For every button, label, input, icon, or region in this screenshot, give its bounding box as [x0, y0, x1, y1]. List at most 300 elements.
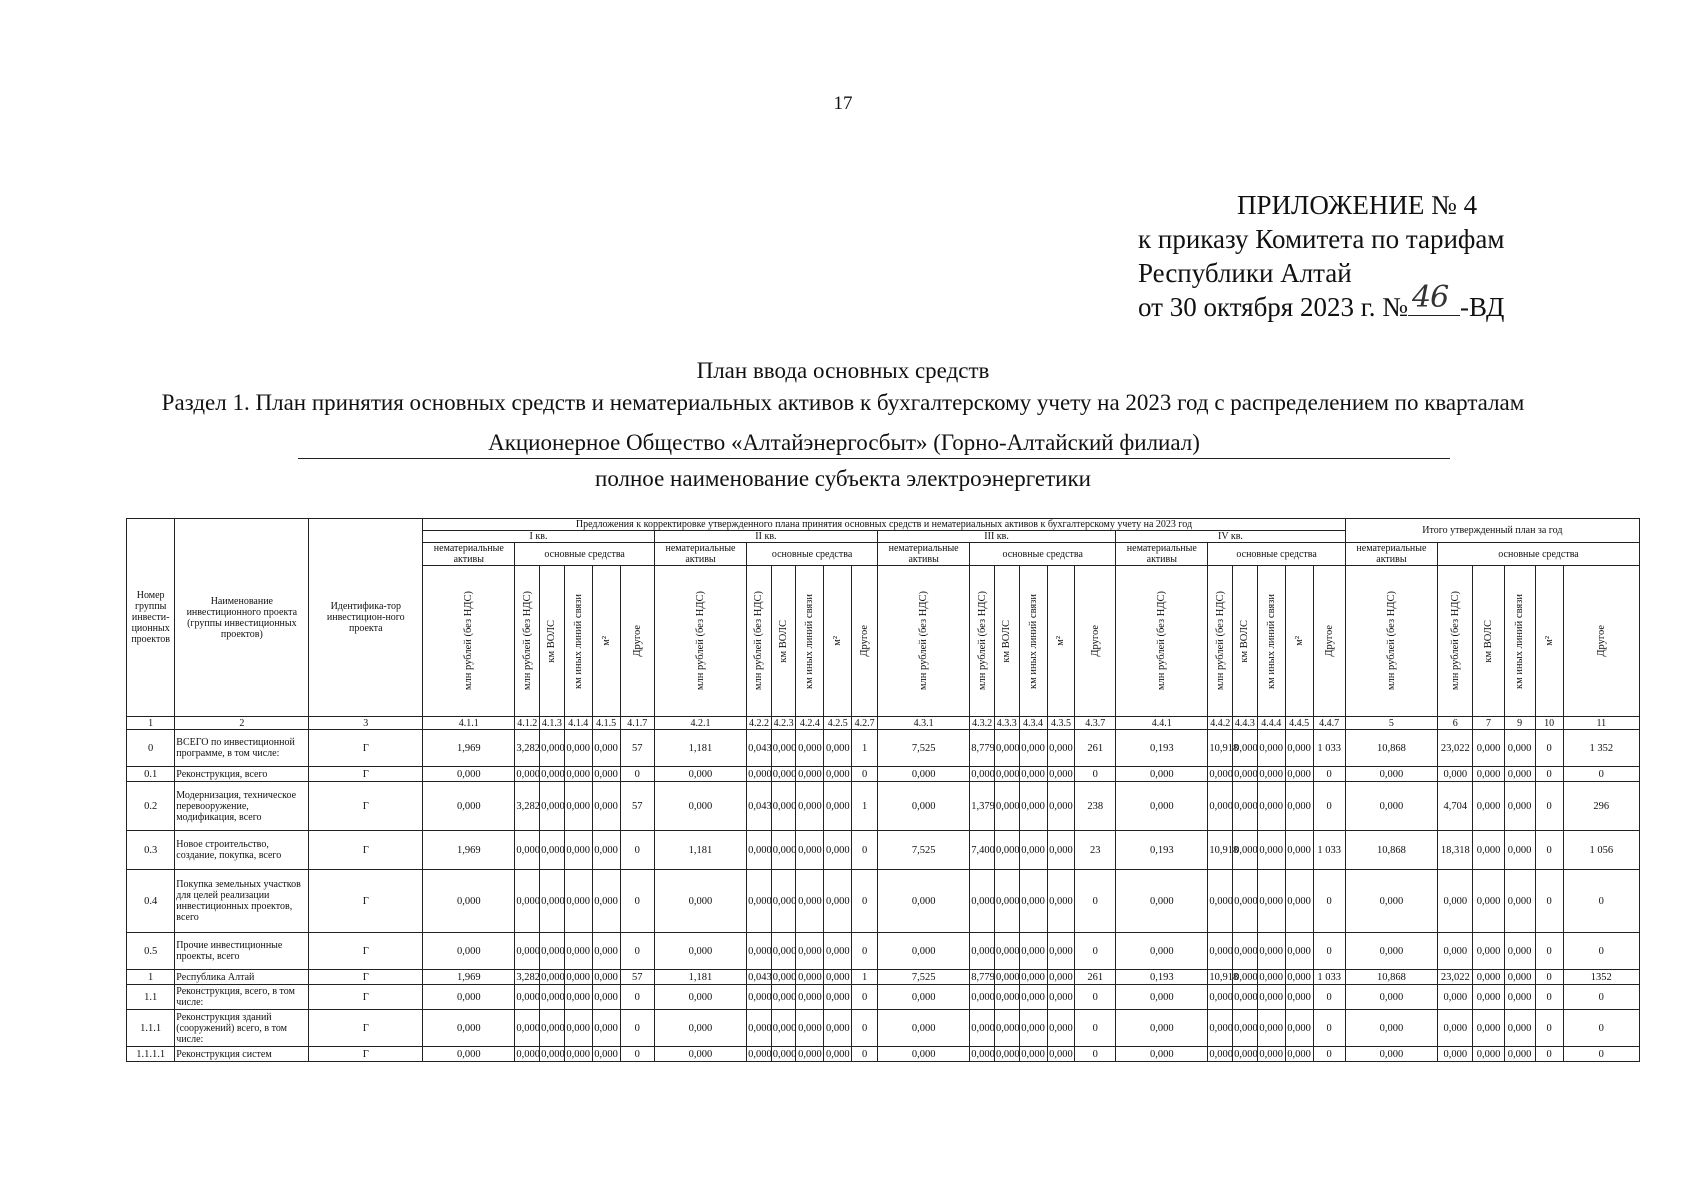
row-value: 23,022	[1438, 730, 1473, 767]
row-value: 0,000	[564, 831, 592, 870]
row-value: 0,000	[824, 767, 852, 782]
row-value: 0	[1313, 870, 1345, 933]
row-value: 0,000	[564, 933, 592, 970]
row-project-name: Республика Алтай	[175, 970, 309, 985]
row-value: 0,000	[1438, 767, 1473, 782]
row-value: 0,000	[1473, 870, 1504, 933]
row-value: 0	[1535, 1047, 1563, 1062]
row-value: 0,000	[1473, 831, 1504, 870]
row-value: 0,000	[771, 782, 796, 831]
row-value: 0	[1313, 1047, 1345, 1062]
row-value: 0,000	[1257, 831, 1285, 870]
header-unit: км иных линий связи	[796, 566, 824, 717]
row-value: 0,000	[824, 985, 852, 1010]
row-value: 0,000	[747, 933, 772, 970]
row-value: 0,000	[423, 767, 515, 782]
row-value: 0,000	[592, 933, 620, 970]
table-row	[127, 767, 1640, 782]
column-number: 4.2.1	[654, 717, 746, 730]
row-value: 0,000	[564, 730, 592, 767]
row-value: 0,000	[1345, 1047, 1437, 1062]
column-number: 4.2.3	[771, 717, 796, 730]
row-value: 0,000	[1233, 870, 1258, 933]
row-value: 0,000	[771, 1010, 796, 1047]
row-value: 0,000	[1345, 870, 1437, 933]
header-fixed-assets: основные средства	[970, 543, 1116, 566]
row-value: 1,181	[654, 730, 746, 767]
row-value: 0	[1535, 1010, 1563, 1047]
row-value: 0,000	[971, 1048, 995, 1060]
row-value: 0,000	[1116, 782, 1208, 831]
row-value: 0,000	[1345, 933, 1437, 970]
row-value: 1 033	[1313, 970, 1345, 985]
column-number: 4.1.5	[592, 717, 620, 730]
header-unit: м²	[1047, 566, 1075, 717]
row-value: 0,000	[1504, 1010, 1535, 1047]
row-value: 3,282	[516, 971, 541, 983]
header-unit: м²	[824, 566, 852, 717]
table-row	[127, 1010, 1640, 1047]
row-value: 0,000	[1047, 1010, 1075, 1047]
row-value: 0,000	[1116, 767, 1208, 782]
row-value: 0,000	[516, 1048, 541, 1060]
header-unit: млн рублей (без НДС)	[654, 566, 746, 717]
row-value: 0,000	[970, 1010, 995, 1047]
row-value: 3,282	[515, 782, 540, 831]
row-value: 0,000	[1257, 782, 1285, 831]
row-value: 0,000	[748, 768, 772, 780]
row-value: 0,000	[1019, 1047, 1047, 1062]
row-value: 0,000	[1438, 870, 1473, 933]
row-value: 0,000	[1234, 1048, 1258, 1060]
row-value: 0,000	[796, 782, 824, 831]
row-value: 0,000	[654, 782, 746, 831]
row-value: 0,000	[1019, 933, 1047, 970]
row-number: 1.1.1.1	[127, 1047, 175, 1062]
row-value: 0	[1075, 767, 1116, 782]
row-value: 0,000	[1504, 970, 1535, 985]
row-value: 0,000	[994, 831, 1019, 870]
row-value: 0,000	[1438, 985, 1473, 1010]
appendix-line-3	[1138, 280, 1578, 324]
row-value: 0,000	[1019, 870, 1047, 933]
row-value: 0,000	[878, 782, 970, 831]
table-row	[127, 730, 1640, 767]
table-row	[127, 970, 1640, 985]
row-value: 0,000	[1504, 782, 1535, 831]
row-value: 0,000	[796, 831, 824, 870]
header-unit: км иных линий связи	[1257, 566, 1285, 717]
table-row	[127, 985, 1640, 1010]
row-project-name: Новое строительство, создание, покупка, всего	[175, 831, 309, 870]
header-unit: км иных линий связи	[1019, 566, 1047, 717]
row-value: 0,000	[1257, 1047, 1285, 1062]
header-fixed-assets: основные средства	[515, 543, 654, 566]
row-value: 0,000	[1208, 870, 1233, 933]
row-value: 0,000	[423, 1047, 515, 1062]
row-value: 0,000	[592, 970, 620, 985]
column-number: 4.4.2	[1208, 717, 1233, 730]
row-value: 0,043	[748, 971, 772, 983]
row-value: 0,000	[1438, 1010, 1473, 1047]
column-number: 4.2.4	[796, 717, 824, 730]
row-value: 0,000	[564, 767, 592, 782]
row-value: 0,000	[995, 971, 1020, 983]
row-value: 0,000	[1047, 870, 1075, 933]
row-value: 0,000	[1233, 782, 1258, 831]
row-value: 0,000	[824, 730, 852, 767]
row-value: 0,193	[1116, 970, 1208, 985]
row-project-name: Модернизация, техническое перевооружение, модификация, всего	[175, 782, 309, 831]
column-number: 6	[1438, 717, 1473, 730]
row-value: 1 033	[1313, 730, 1345, 767]
table-row	[127, 933, 1640, 970]
row-value: 0	[1535, 933, 1563, 970]
column-number: 4.3.1	[878, 717, 970, 730]
row-value: 0	[1075, 985, 1116, 1010]
row-value: 18,318	[1438, 831, 1473, 870]
row-value: 0,000	[1047, 970, 1075, 985]
row-value: 10,868	[1345, 730, 1437, 767]
row-value: 0,000	[1345, 767, 1437, 782]
row-value: 0,000	[747, 985, 772, 1010]
row-value: 0,000	[748, 1048, 772, 1060]
header-unit: млн рублей (без НДС)	[878, 566, 970, 717]
row-value: 0,000	[824, 831, 852, 870]
row-value: 0,000	[540, 782, 565, 831]
row-number: 0	[127, 730, 175, 767]
row-identifier: Г	[309, 730, 423, 767]
row-value: 0,000	[1208, 782, 1233, 831]
row-value: 0,000	[970, 985, 995, 1010]
row-value: 0,000	[1116, 1047, 1208, 1062]
row-value: 0,000	[824, 1047, 852, 1062]
row-value: 0,000	[1257, 1010, 1285, 1047]
row-project-name: ВСЕГО по инвестиционной программе, в том числе:	[175, 730, 309, 767]
row-value: 0,000	[1285, 870, 1313, 933]
row-value: 1	[852, 730, 878, 767]
row-value: 10,868	[1345, 970, 1437, 985]
row-value: 0	[1535, 831, 1563, 870]
row-value: 0,000	[1019, 1010, 1047, 1047]
row-value: 0,000	[1504, 933, 1535, 970]
row-value: 1,379	[970, 782, 995, 831]
row-value: 0,000	[1257, 985, 1285, 1010]
row-value: 0,000	[1257, 933, 1285, 970]
row-value: 296	[1563, 782, 1639, 831]
row-value: 0,000	[994, 782, 1019, 831]
row-value: 0	[1535, 782, 1563, 831]
row-value: 0,000	[592, 730, 620, 767]
row-value: 57	[620, 730, 654, 767]
table-row	[127, 782, 1640, 831]
row-value: 0,000	[1345, 1010, 1437, 1047]
row-value: 0,000	[1047, 767, 1075, 782]
row-value: 0,000	[654, 1047, 746, 1062]
column-number: 4.3.4	[1019, 717, 1047, 730]
header-intangible-assets: нематериальные активы	[1116, 543, 1208, 566]
row-value: 0,000	[592, 985, 620, 1010]
column-number: 3	[309, 717, 423, 730]
header-intangible-assets: нематериальные активы	[654, 543, 746, 566]
row-value: 10,868	[1345, 831, 1437, 870]
header-unit: м²	[1285, 566, 1313, 717]
column-number: 4.3.7	[1075, 717, 1116, 730]
page-number: 17	[833, 93, 853, 114]
row-value: 0,000	[592, 782, 620, 831]
row-value: 0,000	[654, 767, 746, 782]
row-value: 0,043	[747, 730, 772, 767]
row-value: 0,000	[564, 782, 592, 831]
row-value: 0,000	[1285, 1047, 1313, 1062]
row-value: 1	[852, 782, 878, 831]
header-unit: Другое	[620, 566, 654, 717]
row-value: 0,000	[1234, 768, 1258, 780]
column-number: 1	[127, 717, 175, 730]
header-project-name: Наименование инвестиционного проекта (группы инвестиционных проектов)	[175, 519, 309, 717]
row-value: 0,000	[1473, 985, 1504, 1010]
row-value: 0	[1075, 870, 1116, 933]
row-value: 10,918	[1208, 730, 1233, 767]
header-unit: м²	[592, 566, 620, 717]
row-value: 0,000	[747, 1010, 772, 1047]
row-value: 0,000	[1504, 870, 1535, 933]
header-fixed-assets: основные средства	[747, 543, 878, 566]
row-value: 0,000	[423, 985, 515, 1010]
row-value: 0	[1563, 1010, 1639, 1047]
header-quarter-2: II кв.	[654, 531, 877, 543]
row-value: 0,000	[796, 1047, 824, 1062]
row-value: 10,918	[1209, 971, 1239, 983]
row-value: 0,000	[994, 933, 1019, 970]
row-value: 0,000	[1019, 730, 1047, 767]
row-value: 57	[620, 782, 654, 831]
header-unit: км ВОЛС	[1233, 566, 1258, 717]
column-number: 4.1.3	[540, 717, 565, 730]
row-value: 0,000	[1438, 933, 1473, 970]
row-value: 0,000	[1047, 831, 1075, 870]
row-value: 0,000	[1208, 1010, 1233, 1047]
row-value: 57	[620, 970, 654, 985]
row-value: 0	[620, 870, 654, 933]
column-number: 4.3.5	[1047, 717, 1075, 730]
row-value: 0,000	[1257, 730, 1285, 767]
row-value: 0	[1075, 1047, 1116, 1062]
appendix-title: ПРИЛОЖЕНИЕ № 4	[1237, 190, 1478, 220]
header-group-number: Номер группы инвести-ционных проектов	[127, 519, 175, 717]
column-number: 4.3.2	[970, 717, 995, 730]
row-value: 0,000	[796, 985, 824, 1010]
row-value: 1,969	[423, 970, 515, 985]
row-value: 0	[852, 831, 878, 870]
row-value: 23	[1075, 831, 1116, 870]
row-identifier: Г	[309, 782, 423, 831]
appendix-date: от 30 октября 2023 г. №	[1138, 292, 1409, 322]
row-value: 0,000	[1504, 767, 1535, 782]
row-value: 0,000	[994, 730, 1019, 767]
column-number: 4.2.5	[824, 717, 852, 730]
row-value: 0,000	[1233, 933, 1258, 970]
row-value: 8,779	[970, 730, 995, 767]
row-project-name: Реконструкция систем	[175, 1047, 309, 1062]
row-value: 0,000	[564, 970, 592, 985]
row-value: 0,000	[1234, 971, 1258, 983]
row-value: 0,000	[540, 985, 565, 1010]
row-identifier: Г	[309, 933, 423, 970]
organization-caption: полное наименование субъекта электроэнергетики	[595, 466, 1091, 491]
header-unit: млн рублей (без НДС)	[1438, 566, 1473, 717]
header-unit: млн рублей (без НДС)	[1116, 566, 1208, 717]
row-value: 0,000	[878, 767, 970, 782]
row-value: 0,000	[541, 971, 565, 983]
row-value: 0,000	[796, 970, 824, 985]
row-value: 0,000	[1257, 767, 1285, 782]
row-value: 0,000	[1285, 933, 1313, 970]
row-value: 0,000	[1473, 782, 1504, 831]
header-proposals: Предложения к корректировке утвержденного плана принятия основных средств и нематериальных активов к бухгалтерскому учету на 2023 год	[423, 519, 1346, 531]
row-value: 0,000	[423, 782, 515, 831]
row-value: 0,000	[1504, 985, 1535, 1010]
row-value: 1 352	[1563, 730, 1639, 767]
row-value: 0,000	[540, 933, 565, 970]
row-value: 0,000	[747, 870, 772, 933]
header-quarter-1: I кв.	[423, 531, 655, 543]
row-value: 0,000	[592, 1047, 620, 1062]
organization-line	[298, 428, 1450, 459]
row-value: 0,000	[540, 831, 565, 870]
row-value: 0,000	[994, 985, 1019, 1010]
handwritten-order-number: 46	[1408, 291, 1460, 316]
row-value: 0	[1535, 970, 1563, 985]
row-value: 0,043	[747, 782, 772, 831]
row-value: 0,000	[564, 870, 592, 933]
row-value: 0,000	[771, 870, 796, 933]
row-value: 0,000	[540, 1010, 565, 1047]
row-value: 0,000	[995, 768, 1020, 780]
row-value: 0,000	[1233, 831, 1258, 870]
column-number: 9	[1504, 717, 1535, 730]
appendix-suffix: -ВД	[1460, 292, 1505, 322]
row-value: 0,000	[994, 1010, 1019, 1047]
appendix-line-2: Республики Алтай	[1138, 258, 1352, 288]
row-value: 7,525	[878, 831, 970, 870]
row-value: 0,000	[1285, 730, 1313, 767]
row-value: 0,000	[1233, 985, 1258, 1010]
row-number: 1.1	[127, 985, 175, 1010]
row-value: 261	[1075, 970, 1116, 985]
header-unit: км ВОЛС	[540, 566, 565, 717]
row-value: 1 033	[1313, 831, 1345, 870]
row-identifier: Г	[309, 985, 423, 1010]
row-value: 0	[620, 985, 654, 1010]
row-value: 10,918	[1208, 831, 1233, 870]
appendix-line-1: к приказу Комитета по тарифам	[1138, 224, 1505, 254]
row-number: 0.3	[127, 831, 175, 870]
column-number: 4.1.7	[620, 717, 654, 730]
row-value: 0,000	[771, 730, 796, 767]
row-value: 0	[1563, 767, 1639, 782]
row-value: 0,000	[994, 870, 1019, 933]
row-value: 0,000	[654, 933, 746, 970]
row-value: 0,000	[878, 1047, 970, 1062]
row-value: 0,000	[515, 933, 540, 970]
row-identifier: Г	[309, 1047, 423, 1062]
row-value: 0,000	[1209, 768, 1234, 780]
row-value: 0,000	[1209, 1048, 1234, 1060]
row-value: 0,000	[1019, 767, 1047, 782]
header-unit: млн рублей (без НДС)	[970, 566, 995, 717]
row-value: 0,000	[654, 1010, 746, 1047]
row-value: 0,000	[540, 730, 565, 767]
row-identifier: Г	[309, 831, 423, 870]
row-value: 0,000	[824, 933, 852, 970]
row-value: 1,969	[423, 730, 515, 767]
header-unit: км ВОЛС	[1473, 566, 1504, 717]
row-value: 0,193	[1116, 730, 1208, 767]
header-unit: млн рублей (без НДС)	[515, 566, 540, 717]
row-value: 7,525	[878, 730, 970, 767]
header-unit: км иных линий связи	[564, 566, 592, 717]
header-intangible-assets: нематериальные активы	[1345, 543, 1437, 566]
row-value: 0,000	[970, 933, 995, 970]
row-value: 23,022	[1438, 970, 1473, 985]
row-value: 0,000	[1285, 970, 1313, 985]
row-value: 0	[852, 1010, 878, 1047]
row-value: 0,193	[1116, 831, 1208, 870]
header-fixed-assets: основные средства	[1438, 543, 1640, 566]
row-value: 0,000	[1116, 870, 1208, 933]
column-number: 4.4.1	[1116, 717, 1208, 730]
row-value: 0	[1313, 1010, 1345, 1047]
row-value: 0,000	[771, 985, 796, 1010]
row-value: 0,000	[995, 1048, 1020, 1060]
row-value: 0,000	[1116, 985, 1208, 1010]
row-value: 0	[852, 933, 878, 970]
row-value: 0,000	[824, 1010, 852, 1047]
row-value: 0,000	[772, 1048, 797, 1060]
header-unit: млн рублей (без НДС)	[1345, 566, 1437, 717]
row-value: 0	[1563, 1047, 1639, 1062]
row-value: 0,000	[1208, 933, 1233, 970]
row-value: 0	[1535, 730, 1563, 767]
row-value: 0,000	[771, 933, 796, 970]
column-number: 4.3.3	[994, 717, 1019, 730]
row-value: 0,000	[1233, 1010, 1258, 1047]
column-numbers-row	[127, 717, 1640, 730]
row-value: 0	[1563, 985, 1639, 1010]
row-value: 0,000	[1473, 1047, 1504, 1062]
row-value: 0,000	[592, 870, 620, 933]
row-value: 0,000	[1438, 1047, 1473, 1062]
header-quarter-4: IV кв.	[1116, 531, 1346, 543]
header-identifier: Идентифика-тор инвестицион-ного проекта	[309, 519, 423, 717]
row-value: 1,181	[654, 970, 746, 985]
row-value: 0,000	[1047, 933, 1075, 970]
row-value: 0,000	[1473, 1010, 1504, 1047]
column-number: 11	[1563, 717, 1639, 730]
row-value: 0,000	[1257, 970, 1285, 985]
row-value: 0,000	[796, 870, 824, 933]
row-identifier: Г	[309, 1010, 423, 1047]
header-total-plan: Итого утвержденный план за год	[1345, 519, 1639, 543]
row-value: 0,000	[564, 1047, 592, 1062]
column-number: 4.1.1	[423, 717, 515, 730]
header-quarter-3: III кв.	[878, 531, 1116, 543]
row-value: 0,000	[1019, 782, 1047, 831]
capital-assets-plan-table	[126, 518, 1640, 1062]
row-value: 0,000	[970, 870, 995, 933]
row-value: 0,000	[1504, 831, 1535, 870]
